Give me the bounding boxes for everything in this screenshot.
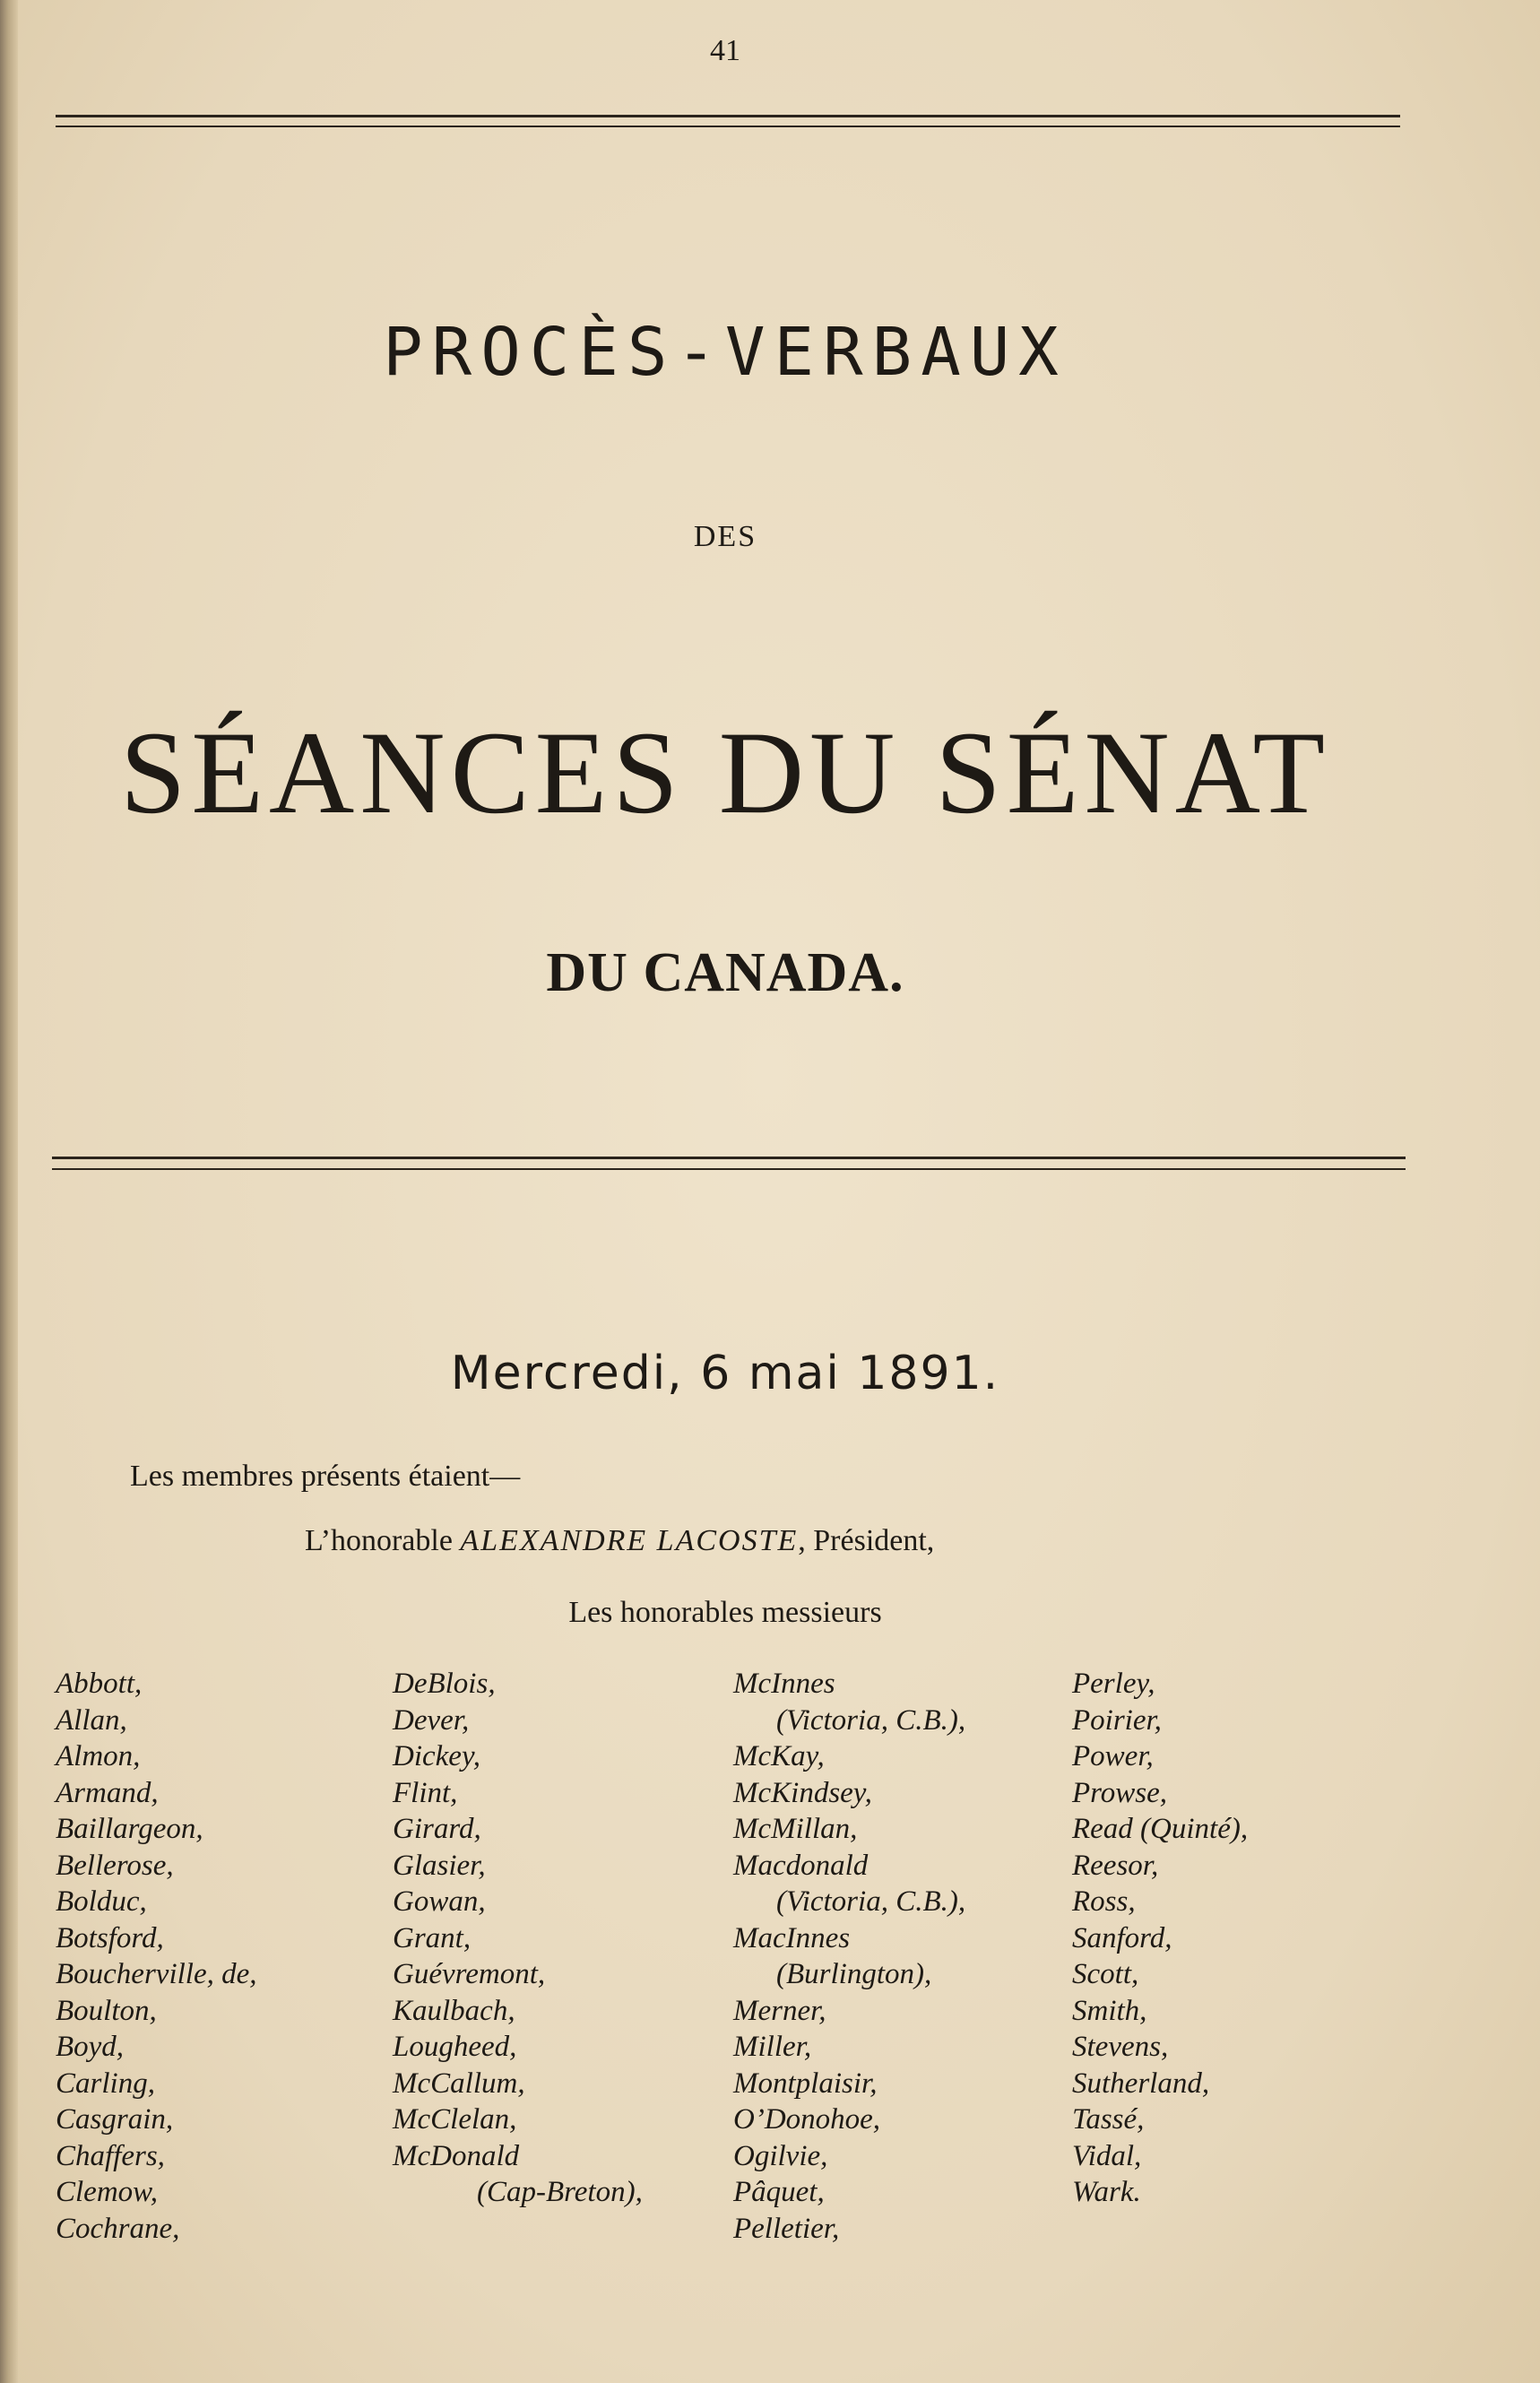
member-name: Pelletier, bbox=[733, 2212, 840, 2245]
member-name: Sutherland, bbox=[1072, 2067, 1210, 2100]
member-name: Armand, bbox=[56, 1776, 159, 1809]
member-name: Vidal, bbox=[1072, 2139, 1142, 2172]
member-name: Merner, bbox=[733, 1994, 826, 2027]
member-name: Boulton, bbox=[56, 1994, 157, 2027]
member-name: Prowse, bbox=[1072, 1776, 1168, 1809]
member-name: Lougheed, bbox=[393, 2031, 517, 2063]
member-riding: (Victoria, C.B.), bbox=[776, 1885, 966, 1918]
member-name: McInnes bbox=[733, 1668, 835, 1700]
members-column-4 bbox=[1072, 1666, 1248, 2211]
title-seances-du-senat: SÉANCES DU SÉNAT bbox=[119, 706, 1331, 838]
member-name: McMillan, bbox=[733, 1813, 858, 1845]
member-name: Almon, bbox=[56, 1740, 141, 1772]
member-name: MacInnes bbox=[733, 1921, 851, 1954]
member-name: Girard, bbox=[393, 1813, 481, 1845]
member-name: Power, bbox=[1072, 1740, 1154, 1772]
member-name: Macdonald bbox=[733, 1849, 869, 1882]
member-name: Clemow, bbox=[56, 2176, 158, 2208]
member-name: Poirier, bbox=[1072, 1703, 1162, 1737]
member-name: Gowan, bbox=[393, 1885, 486, 1918]
members-column-1 bbox=[56, 1666, 257, 2247]
member-name: McCallum, bbox=[393, 2067, 525, 2100]
member-name: Reesor, bbox=[1072, 1849, 1159, 1882]
member-name: Flint, bbox=[393, 1776, 458, 1809]
section-rule bbox=[52, 1157, 1406, 1159]
title-proces-verbaux: PROCÈS-VERBAUX bbox=[383, 314, 1068, 391]
member-name: Chaffers, bbox=[56, 2139, 165, 2172]
title-des: DES bbox=[693, 520, 757, 553]
member-name: McClelan, bbox=[393, 2103, 517, 2136]
session-date: Mercredi, 6 mai 1891. bbox=[450, 1347, 1000, 1400]
member-riding: (Victoria, C.B.), bbox=[776, 1703, 966, 1737]
present-intro: Les membres présents étaient— bbox=[130, 1460, 521, 1493]
member-name: Glasier, bbox=[393, 1849, 486, 1882]
member-name: Guévremont, bbox=[393, 1958, 546, 1990]
member-name: Dever, bbox=[393, 1703, 470, 1737]
member-name: Miller, bbox=[733, 2031, 812, 2063]
member-name: Bellerose, bbox=[56, 1849, 174, 1882]
member-name: Abbott, bbox=[56, 1668, 143, 1700]
member-name: Grant, bbox=[393, 1921, 472, 1954]
members-column-3 bbox=[733, 1666, 965, 2247]
member-name: Baillargeon, bbox=[56, 1813, 203, 1845]
member-riding: (Cap-Breton), bbox=[477, 2176, 643, 2208]
member-name: Scott, bbox=[1072, 1958, 1139, 1990]
member-name: Bolduc, bbox=[56, 1885, 147, 1918]
section-rule-thin bbox=[52, 1168, 1406, 1170]
member-name: Sanford, bbox=[1072, 1921, 1172, 1954]
member-name: Read (Quinté), bbox=[1072, 1813, 1249, 1845]
honorables-intro: Les honorables messieurs bbox=[568, 1596, 882, 1629]
member-name: Allan, bbox=[56, 1703, 127, 1737]
member-name: Ross, bbox=[1072, 1885, 1136, 1918]
member-name: DeBlois, bbox=[393, 1668, 496, 1700]
member-name: Boyd, bbox=[56, 2031, 125, 2063]
member-name: Smith, bbox=[1072, 1994, 1147, 2027]
member-name: McKay, bbox=[733, 1740, 825, 1772]
member-name: Botsford, bbox=[56, 1921, 164, 1954]
top-rule bbox=[56, 115, 1400, 117]
member-name: Ogilvie, bbox=[733, 2139, 828, 2172]
member-name: McKindsey, bbox=[733, 1776, 872, 1809]
member-name: Casgrain, bbox=[56, 2103, 174, 2136]
member-name: Dickey, bbox=[393, 1740, 481, 1772]
member-name: Kaulbach, bbox=[393, 1994, 515, 2027]
member-name: Wark. bbox=[1072, 2176, 1141, 2208]
president-prefix: L’honorable bbox=[305, 1524, 453, 1557]
member-name: Perley, bbox=[1072, 1668, 1155, 1700]
president-name: ALEXANDRE LACOSTE bbox=[460, 1524, 799, 1557]
top-rule-thin bbox=[56, 126, 1400, 127]
president-suffix: , Président, bbox=[798, 1524, 935, 1557]
page-number: 41 bbox=[710, 34, 740, 67]
member-name: Carling, bbox=[56, 2067, 155, 2100]
member-name: O’Donohoe, bbox=[733, 2103, 881, 2136]
member-name: Pâquet, bbox=[733, 2176, 825, 2208]
member-name: Tassé, bbox=[1072, 2103, 1145, 2136]
president-line bbox=[305, 1524, 934, 1558]
member-name: Boucherville, de, bbox=[56, 1958, 257, 1990]
member-name: Stevens, bbox=[1072, 2031, 1169, 2063]
members-column-2 bbox=[393, 1666, 643, 2211]
member-name: Montplaisir, bbox=[733, 2067, 878, 2100]
member-riding: (Burlington), bbox=[776, 1958, 932, 1990]
member-name: McDonald bbox=[393, 2139, 520, 2172]
title-du-canada: DU CANADA. bbox=[546, 942, 904, 1003]
member-name: Cochrane, bbox=[56, 2212, 180, 2245]
